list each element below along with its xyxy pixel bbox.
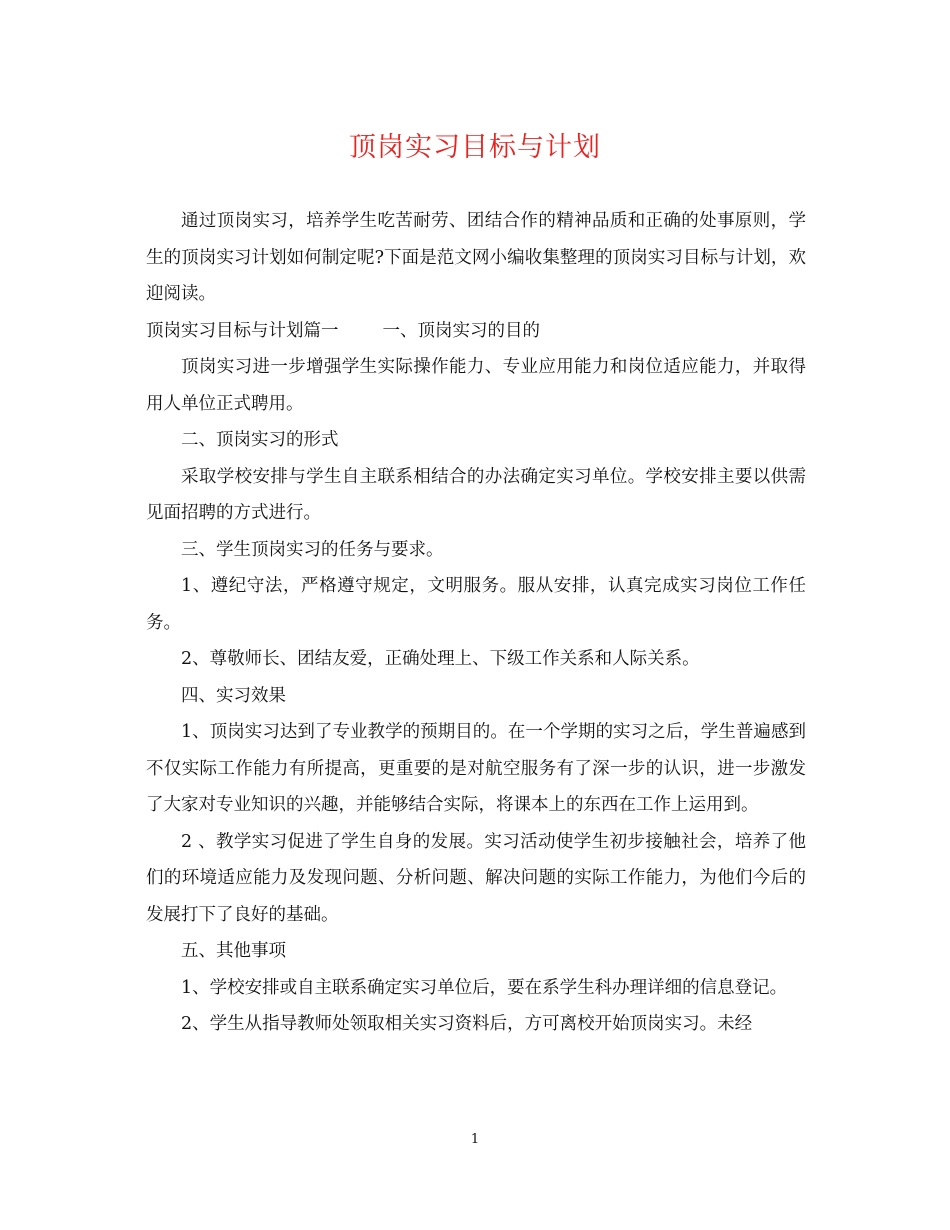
section-heading: 五、其他事项 <box>181 941 286 961</box>
page-number: 1 <box>470 1132 480 1147</box>
paragraph: 顶岗实习进一步增强学生实际操作能力、专业应用能力和岗位适应能力，并取得用人单位正式聘用。 <box>146 357 806 414</box>
paragraph: 采取学校安排与学生自主联系相结合的办法确定实习单位。学校安排主要以供需见面招聘的方式进行。 <box>146 466 806 523</box>
section-heading: 三、学生顶岗实习的任务与要求。 <box>181 539 444 560</box>
section-heading-row <box>146 313 806 350</box>
article-heading: 顶岗实习目标与计划篇一 <box>146 320 339 341</box>
list-item: 1、遵纪守法，严格遵守规定，文明服务。服从安排，认真完成实习岗位工作任务。 <box>146 576 806 633</box>
document-body <box>146 203 806 1043</box>
section-heading: 二、顶岗实习的形式 <box>181 430 339 450</box>
section-heading: 四、实习效果 <box>181 685 286 706</box>
section-heading-purpose: 一、顶岗实习的目的 <box>382 320 540 341</box>
list-item: 1、顶岗实习达到了专业教学的预期目的。在一个学期的实习之后，学生普遍感到不仅实际工作能力有所提高，更重要的是对航空服务有了深一步的认识，进一步激发了大家对专业知识的兴趣，并能够结合实际，将课本上的东西在工作上运用到。 <box>146 722 806 815</box>
list-item: 1、学校安排或自主联系确定实习单位后，要在系学生科办理详细的信息登记。 <box>181 977 788 998</box>
list-item: 2、尊敬师长、团结友爱，正确处理上、下级工作关系和人际关系。 <box>181 649 700 669</box>
list-item: 2、学生从指导教师处领取相关实习资料后，方可离校开始顶岗实习。未经 <box>181 1014 753 1034</box>
document-title: 顶岗实习目标与计划 <box>349 132 601 163</box>
paragraph-intro: 通过顶岗实习，培养学生吃苦耐劳、团结合作的精神品质和正确的处事原则，学生的顶岗实习计划如何制定呢?下面是范文网小编收集整理的顶岗实习目标与计划，欢迎阅读。 <box>146 211 806 304</box>
list-item: 2 、教学实习促进了学生自身的发展。实习活动使学生初步接触社会，培养了他们的环境适应能力及发现问题、分析问题、解决问题的实际工作能力，为他们今后的发展打下了良好的基础。 <box>146 831 806 925</box>
